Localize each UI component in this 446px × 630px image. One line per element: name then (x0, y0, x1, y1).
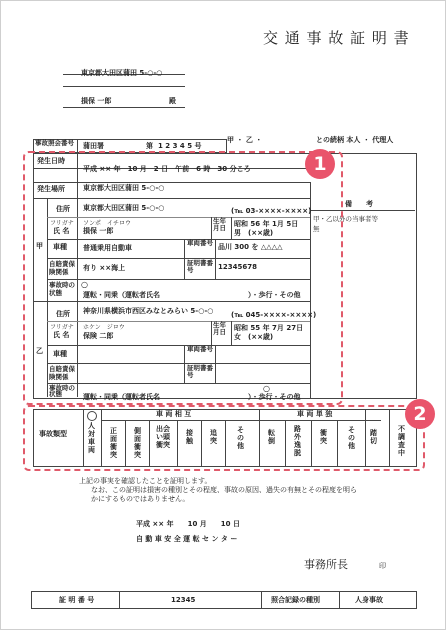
party-b-mark: 乙 (36, 347, 43, 355)
occurrence-place: 東京都大田区蒲田 5-○-○ (83, 184, 165, 192)
occurrence-date: 平成 ×× 年 10 月 2 日 午前 6 時 30 分ころ (83, 165, 251, 173)
party-a-insurance-label: 自賠責保険関係 (49, 260, 75, 276)
type-unknown: 不調査中 (398, 425, 405, 457)
party-b-furigana: ホケン ジロウ (83, 324, 125, 331)
date-label: 発生日時 (37, 157, 65, 165)
statement-line-1: 上記の事実を確認したことを証明します。 (79, 477, 212, 485)
single-header: 車 両 単 独 (297, 410, 333, 418)
type-head-on: 正面衝突 (110, 427, 117, 459)
remarks-note: 甲・乙以外の当事者等 (313, 215, 378, 223)
rule (63, 86, 185, 87)
type-contact: 接触 (186, 429, 193, 445)
issuing-center: 自 動 車 安 全 運 転 セ ン タ ー (136, 535, 238, 543)
party-a-tel: (℡ 03-××××-××××) (231, 207, 312, 215)
party-b-plate-label: 車両番号 (187, 345, 213, 353)
type-mutual-other: その他 (237, 426, 244, 450)
party-b-furigana-label: フリガナ (50, 324, 74, 331)
statement-line-3: かにするものではありません。 (91, 495, 190, 503)
party-a-cert-label: 証明書番号 (187, 259, 213, 274)
party-a-mark: 甲 (36, 242, 43, 250)
party-a-plate-label: 車両番号 (187, 239, 213, 247)
type-single-other: その他 (348, 426, 355, 450)
party-b-status-label: 事故時の状態 (49, 384, 75, 398)
accident-type-label: 事故類型 (39, 430, 67, 438)
mutual-header: 車 両 相 互 (156, 410, 192, 418)
party-a-name: 損保 一郎 (83, 227, 114, 235)
cert-no-label: 証 明 番 号 (59, 596, 95, 604)
party-a-furigana-label: フリガナ (50, 220, 74, 227)
party-b-status: 運転・同乗（運転者氏名 (83, 393, 160, 401)
requester-relation: との続柄 本人 ・ 代理人 (316, 136, 394, 144)
party-a-birth: 昭和 56 年 1月 5日 (234, 220, 299, 228)
type-crossing: 出会い頭衝突 (156, 425, 170, 449)
record-value: 人身事故 (355, 596, 383, 604)
type-off-road: 路外逸脱 (294, 425, 301, 457)
statement-line-2: なお、この証明は損害の種別とその程度、事故の原因、過失の有無とその程度を明ら (91, 486, 357, 494)
party-marks: 甲 ・ 乙 ・ (227, 136, 263, 144)
rule (63, 107, 185, 108)
party-b-sex-age: 女 (××歳) (234, 333, 274, 341)
party-a-name-label: 氏 名 (53, 227, 70, 235)
party-a-status-tail: ）・歩行・その他 (248, 291, 301, 299)
party-b-address: 神奈川県横浜市西区みなとみらい 5-○-○ (83, 307, 214, 315)
party-b-name-label: 氏 名 (53, 331, 70, 339)
recipient-name: 損保 一郎 (81, 97, 112, 105)
remarks-header: 備 考 (345, 200, 373, 208)
party-a-status-label: 事故時の状態 (49, 281, 75, 297)
party-a-sex-age: 男 (××歳) (234, 229, 274, 237)
station-no-prefix: 第 (146, 142, 153, 150)
rule (119, 591, 120, 608)
record-label: 照合記録の種別 (271, 596, 320, 604)
party-a-vehicle: 普通乗用自動車 (83, 244, 132, 252)
party-a-insurance: 有り ××海上 (83, 264, 126, 272)
badge-two: 2 (405, 399, 435, 429)
seal: 印 (379, 562, 386, 570)
type-railroad: 踏切 (370, 429, 377, 445)
party-b-address-label: 住所 (56, 310, 70, 318)
document-title: 交 通 事 故 証 明 書 (263, 29, 410, 47)
party-b-cert-label: 証明書番号 (187, 364, 213, 379)
party-a-status-mark: ○ (81, 280, 88, 289)
rule (261, 591, 262, 608)
type-rear-end: 追突 (210, 429, 217, 445)
party-b-status-tail: ）・歩行・その他 (248, 393, 301, 401)
recipient-address: 東京都大田区蒲田 5-○-○ (81, 69, 163, 77)
type-collision: 衝突 (320, 429, 327, 445)
recipient-honorific: 殿 (169, 97, 176, 105)
office-chief: 事務所長 (304, 558, 348, 571)
place-label: 発生場所 (37, 185, 65, 193)
party-a-address-label: 住所 (56, 205, 70, 213)
party-b-status-mark: ○ (263, 384, 270, 393)
type-side: 側面衝突 (134, 427, 141, 459)
issue-date: 平成 ×× 年 10 月 10 日 (136, 520, 240, 528)
party-b-vehicle-label: 車種 (53, 350, 67, 358)
station-label: 事故照会番号 (35, 139, 74, 147)
party-a-cert: 12345678 (218, 263, 257, 271)
highlight-area-1 (23, 151, 343, 405)
rule (339, 591, 340, 608)
party-b-insurance-label: 自賠責保険関係 (49, 365, 75, 381)
party-a-birth-label: 生年月日 (213, 217, 226, 232)
party-b-tel: (℡ 045-××××-××××) (231, 311, 317, 319)
party-b-name: 保険 二郎 (83, 332, 114, 340)
station-name: 蒲田署 (83, 142, 104, 150)
cert-no: 12345 (171, 596, 196, 604)
highlight-area-2 (23, 405, 425, 471)
party-a-plate: 品川 300 を △△△△ (218, 243, 283, 251)
party-a-furigana: ソンポ イチロウ (83, 220, 132, 227)
type-person-vehicle: 人対車両 (88, 422, 95, 454)
party-a-vehicle-label: 車種 (53, 243, 67, 251)
badge-one: 1 (305, 149, 335, 179)
party-b-birth: 昭和 55 年 7月 27日 (234, 324, 304, 332)
station-number: 1 2 3 4 5 号 (158, 142, 202, 150)
remarks-body: 無 (313, 225, 320, 233)
party-a-status: 運転・同乗（運転者氏名 (83, 291, 160, 299)
party-b-birth-label: 生年月日 (213, 321, 226, 336)
type-overturn: 転倒 (268, 429, 275, 445)
party-a-address: 東京都大田区蒲田 5-○-○ (83, 204, 165, 212)
